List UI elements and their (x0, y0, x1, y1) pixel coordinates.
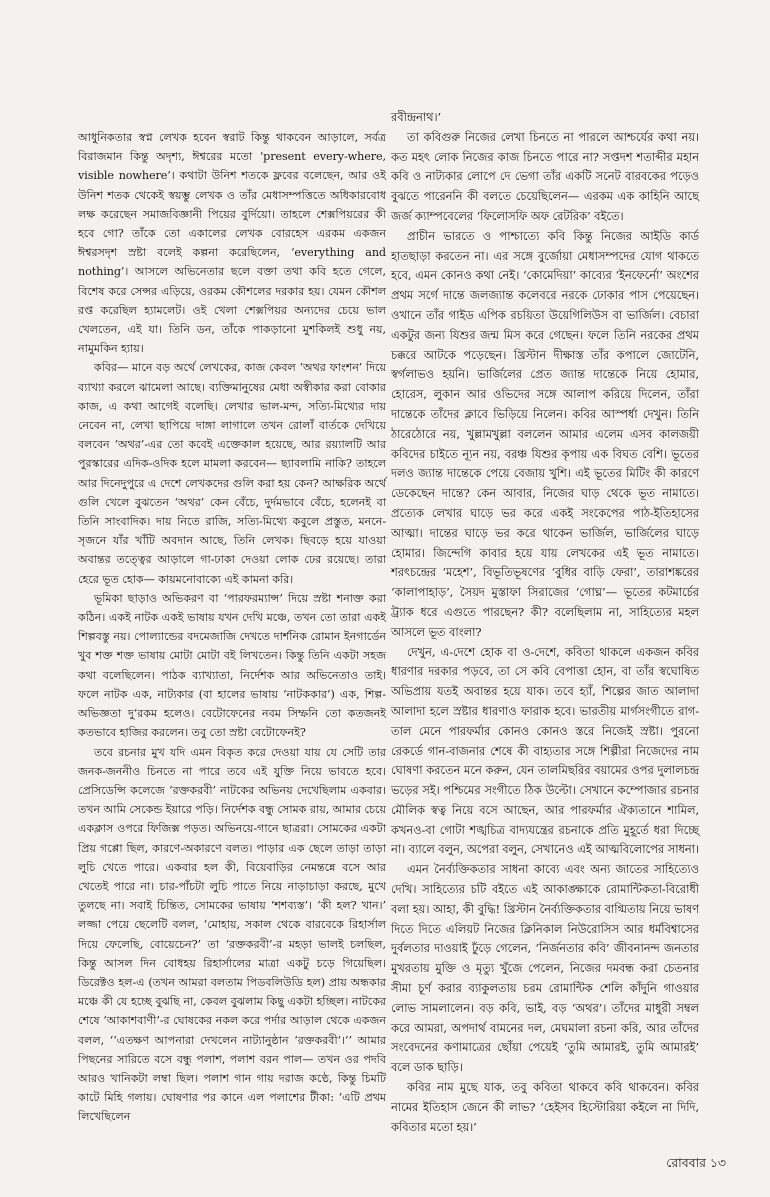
paragraph: প্রাচীন ভারতে ও পাশ্চাত্যে কবি কিন্তু নিজের আইডি কার্ড হাতছাড়া করতেন না। এর সঙ্গে বুর্জোয়া মেধাসম্পদের যোগ থাকতে হবে, এমন কোনও কথা নেই। ‘কোমেদিয়া’ কাব্যের ‘ইনফের্নো’ অংশের প্রথম সর্গে দান্তে জলজ্যান্ত কলেবরে নরকে ঢোকার পাস পেয়েছেন। ওখানে তাঁর গাইড এপিক রচয়িতা উয়েগিলিউস বা ভার্জিল। বেচারা একটুর জন্য যিশুর জন্ম মিস করে গেছেন। ফলে তিনি নরকের প্রথম চক্করে আটকে পড়েছেন। খ্রিস্টান দীক্ষাস্ত তাঁর কপালে জোটেনি, স্বর্গলাভও হয়নি। ভার্জিলের প্রেত জ্যান্ত দান্তেকে নিয়ে হোমার, হোরেস, লুকান আর ওভিদের সঙ্গে আলাপ করিয়ে দিলেন, তাঁরা দান্তেকে তাঁদের ক্লাবে ভিড়িয়ে নিলেন। কবির আস্পর্ধা দেখুন। তিনি ঠারেঠোরে নয়, খুল্লামখুল্লা বললেন আমার এলেম এসব কালজয়ী কবিদের চাইতে ন্যূন নয়, বরঞ্চ যিশুর কৃপায় এক বিঘত বেশি। ভূতের দলও জ্যান্ত দান্তেকে পেয়ে বেজায় খুশি। এই ভূতের মিটিং কী কারণে ডেকেছেন দান্তে? কেন আবার, নিজের ঘাড় থেকে ভূত নামাতে। প্রত্যেক লেখার ঘাড়ে ভর করে একই সংকেপের পাঠ-ইতিহাসের আত্মা। দান্তের ঘাড়ে ভর করে থাকেন ভার্জিল, ভার্জিলের ঘাড়ে হোমার। জিন্দেগি কাবার হয়ে যায় লেখকের এই ভূত নামাতে। শরৎচন্দ্রের ‘মহেশ’, বিভূতিভূষণের ‘বুধির বাড়ি ফেরা’, তারাশঙ্করের ‘কালাপাহাড়’, সৈয়দ মুস্তাফা সিরাজের ‘গোঘ্ন’— ভূতের কটমার্চের ট্র্যাক ধরে এগুতে পারছেন? কী? বলেছিলাম না, সাহিত্যের মহল আসলে ভূত বাংলা? (391, 228, 699, 639)
paragraph: তা কবিগুরু নিজের লেখা চিনতে না পারলে আশ্চর্যের কথা নয়। কত মহৎ লোক নিজের কাজ চিনতে পারে না? সপ্তদশ শতাব্দীর মহান কবি ও নাট্যকার লোপে দে ভেগা তাঁর একটি সনেট বারবকের পড়েও বুঝতে পারেননি কী বলতে চেয়েছিলেন— এরকম এক কাহিনি আছে জর্জ ক্যাম্পবেলের ‘ফিলোসফি অফ রেটরিক’ বইতে। (391, 129, 699, 223)
paragraph: রবীন্দ্রনাথ।’ (391, 110, 442, 124)
left-column (78, 128, 386, 1127)
page-number: ১৩ (709, 1155, 726, 1170)
paragraph: ভূমিকা ছাড়াও অভিকরণ বা ‘পারফরম্যান্স’ দিয়ে স্রষ্টা শনাক্ত করা কঠিন। একই নাটক একই ভাষায় যখন দেখি মঞ্চে, তখন তো তারা একই শিল্পবস্তু নয়। পোল্যান্ডের বদমেজাজি দেখতে দার্শনিক রোমান ইনগার্ডেন খুব শক্ত শক্ত ভাষায় মোটা মোটা বই লিখতেন। কিন্তু তিনি একটা সহজ কথা বলেছিলেন। পাঠক ব্যাখ্যাতা, নির্দেশক আর অভিনেতাও তাই। ফলে নাটক এক, নাট্যকার (বা হালের ভাষায় ‘নাটককার’) এক, শিল্প-অভিজ্ঞতা দু’রকম হলেও। বেটোফেনের নবম সিম্ফনি তো কতজনই কতভাবে হাজির করলেন। তবু তো স্রষ্টা বেটোফেনই? (78, 591, 386, 740)
paragraph: কবির— মানে বড় অর্থে লেখকের, কাজ কেবল ‘অথর ফাংশন’ দিয়ে ব্যাখ্যা করলে ঝামেলা আছে। ব্যক্তিমানুষের মেধা অস্বীকার করা বোকার কাজ, এ কথা আগেই বলেছি। লেখার ভাল-মন্দ, সত্যি-মিথ্যের দায় নেবেন না, লেখা ছাপিয়ে দাঙ্গা লাগালে তখন রোলাঁ বার্তকে দেখিয়ে বলবেন ‘অথর’-এর তো কবেই এক্তেকাল হয়েছে, আর রয়্যালটি আর পুরস্কারের এদিক-ওদিক হলে মামলা করবেন— ছ্যাবলামি নাকি? তাহলে আর দিনেদুপুরে এ দেশে লেখকদের গুলি করা হয় কেন? আক্ষরিক অর্থে গুলি খেলে বুঝতেন ‘অথর’ কেন বেঁচে, দুর্দমভাবে বেঁচে, হলেনই বা তিনি সাংবাদিক। দায় নিতে রাজি, সত্যি-মিথ্যে কবুলে প্রস্তুত, মননে-সৃজনে যাঁর খাঁটি অবদান আছে, তিনি লেখক। ছিবড়ে হয়ে যাওয়া অবান্তর তত্ত্বের আড়ালে গা-ঢাকা দেওয়া লোক ঢের রয়েছে। তারা হেরে ভূত হোক— কায়মনোবাক্যে এই কামনা করি। (78, 361, 386, 586)
magazine-name: রোববার (666, 1155, 706, 1170)
paragraph: দেখুন, এ-দেশে হোক বা ও-দেশে, কবিতা থাকলে একজন কবির ধারণার দরকার পড়বে, তা সে কবি বেপাত্তা হোন, বা তাঁর স্বঘোষিত অভিপ্রায় যতই অবান্তর হয়ে যাক। তবে হ্যাঁ, শিল্পের জাত আলাদা আলাদা হলে স্রষ্টার ধারণাও ফারাক হবে। ভারতীয় মার্গসংগীতে রাগ-তাল মেনে পারফর্মার কোনও কোনও স্তরে নিজেই স্রষ্টা। পুরনো রেকর্ডে গান-বাজনার শেষে কী বাহ্যতার সঙ্গে শিল্পীরা নিজেদের নাম ঘোষণা করতেন মনে করুন, যেন তালমিছরির বয়ামের ওপর দুলালচন্দ্র ভড়ের সই। পশ্চিমের সংগীতে ঠিক উল্টো। সেখানে কম্পোজার রচনার মৌলিক স্বত্ব নিয়ে বসে আছেন, আর পারফর্মার ঐক্যতানে শামিল, কখনও-বা গোটা শঙ্খচিত্র বাদ্যযন্ত্রের রচনাকে প্রতি মুহূর্তে ধরা দিচ্ছে না। ব্যালে বলুন, অপেরা বলুন, সেখানেও এই আত্মবিলোপের সাধনা। (391, 644, 699, 857)
paragraph: কবির নাম মুছে যাক, তবু কবিতা থাকবে কবি থাকবেন। কবির নামের ইতিহাস জেনে কী লাভ? ‘হেইসব হিস্টোরিয়া কইলে না দিদি, কবিতার মতো হয়।’ (391, 1080, 699, 1134)
page-footer (666, 1155, 726, 1175)
paragraph: তবে রচনার মুখ যদি এমন বিকৃত করে দেওয়া যায় যে সেটি তার জনক-জননীও চিনতে না পারে তবে এই যুক্তি নিয়ে ভাবতে হবে। প্রেসিডেন্সি কলেজে ‘রক্তকরবী’ নাটকের অভিনয় দেখেছিলাম একবার। তখন আমি সেকেন্ড ইয়ারে পড়ি। নির্দেশক বন্ধু সোমক রায়, আমার চেয়ে একক্লাস ওপরে ফিজিক্স পড়ত। অভিনয়ে-গানে ছাত্ররা। সোমকের একটা প্রিয় গপ্পো ছিল, কারণে-অকারণে বলত। পাড়ার এক ছেলে তাড়া তাড়া লুচি খেতে পারে। একবার হল কী, বিয়েবাড়ির নেমন্তন্নে বসে আর খেতেই পারে না। চার-পাঁচটা লুচি পাতে নিয়ে নাড়াচাড়া করছে, মুখে তুলছে না। সবাই চিন্তিত, সোমকের ভাষায় ‘শশব্যস্ত’। ‘কী হল? খান।’ লজ্জা পেয়ে ছেলেটি বলল, ‘মোহায়, সকাল থেকে বারবেকে রিহার্সাল দিয়ে ফেলেছি, বোয়েচেন?’ তা ‘রক্তকরবী’-র মহড়া ভালই চলছিল, কিন্তু আসল দিন বোধহয় রিহার্সালের মাত্রা একটু চড়ে গিয়েছিল। ডিরেক্টও হল-এ (তখন আমরা বলতাম পিডবলিউডি হল) প্রায় অন্ধকার মঞ্চে কী যে হচ্ছে বুঝছি না, কেবল বুঝলাম কিছু একটা হচ্ছিল। নাটকের শেষে ‘আকাশবাণী’-র ঘোষকের নকল করে পর্দার আড়াল থেকে একজন বলল, ‘‘এতক্ষণ আপনারা দেখলেন নাট্যানুষ্ঠান ‘রক্তকরবী’।’’ আমার পিছনের সারিতে বসে বন্ধু পলাশ, পলাশ বরন পাল— তখন ওর পদবি আরও খানিকটা লম্বা ছিল। পলাশ গান গায় দরাজ কণ্ঠে, কিন্তু চিমটি কাটে মিহি গলায়। ঘোষণার পর কানে এল পলাশের টীকা: ‘এটি প্রথম লিখেছিলেন (78, 745, 386, 1124)
paragraph: এমন নৈর্ব্যক্তিকতার সাধনা কাব্যে এবং অন্য জাতের সাহিত্যেও দেখি। সাহিত্যের চটি বইতে এই আকাঙ্ক্ষাকে রোমান্টিকতা-বিরোধী বলা হয়। আহা, কী বুদ্ধি! খ্রিস্টান নৈর্ব্যক্তিকতার বাগ্মিতায় নিয়ে ভাষণ দিতে দিতে এলিয়ট নিজের ক্লিনিকাল নিউরোসিস আর ধর্মবিশ্বাসের দুর্বলতার দাওয়াই ঢুঁড়ে গেলেন, ‘নির্জনতার কবি’ জীবনানন্দ জনতার মুখরতায় মুক্তি ও মৃত্যু খুঁজে পেলেন, নিজের দমবন্ধ করা চেতনার সীমা চূর্ণ করার ব্যাকুলতায় চরম রোমান্টিক শেলি কাঁদুনি গাওয়ার লোভ সামলালেন। বড় কবি, ভাই, বড় ‘অথর’। তাঁদের মাধুরী সম্বল করে আমরা, অপদার্থ বামনের দল, মেঘমালা রচনা করি, আর তাঁদের সংবেদনের কণামাত্রের ছোঁয়া পেয়েই ‘তুমি আমারই, তুমি আমারই’ বলে ডাক ছাড়ি। (391, 862, 699, 1075)
paragraph: আধুনিকতার স্বপ্ন লেখক হবেন স্বরাট কিন্তু থাকবেন আড়ালে, সর্বত্র বিরাজমান কিন্তু অদৃশ্য, ঈশ্বরের মতো ‘present every-where, visible nowhere’। কথাটা উনিশ শতকে ফ্লবের বলেছেন, আর ওই উনিশ শতক থেকেই স্বয়ম্ভু লেখক ও তাঁর মেধাসম্পত্তিতে অধিকারবোধ লক্ষ করেছেন সমাজবিজ্ঞানী পিয়ের বুর্দিয়ো। তাহলে শেক্সপিয়রের কী হবে গো? তাঁকে তো একালের লেখক বোরহেস এরকম একজন ঈশ্বরসদৃশ স্রষ্টা বলেই কল্পনা করেছিলেন, ‘everything and nothing’। আসলে অভিনেতার ছলে বক্তা তথা কবি হতে গেলে, বিশেষ করে সেন্সর এড়িয়ে, ওরকম কৌশলের দরকার হয়। যেমন কৌশল রপ্ত করেছিল হ্যামলেট। ওই খেলা শেক্সপিয়র অন্যদের চেয়ে ভাল খেলতেন, এই যা। তিনি ডন, তাঁকে পাকড়ানো মুশকিলই শুধু নয়, নামুমকিন হ্যায়। (78, 131, 386, 356)
right-column (391, 108, 699, 1137)
